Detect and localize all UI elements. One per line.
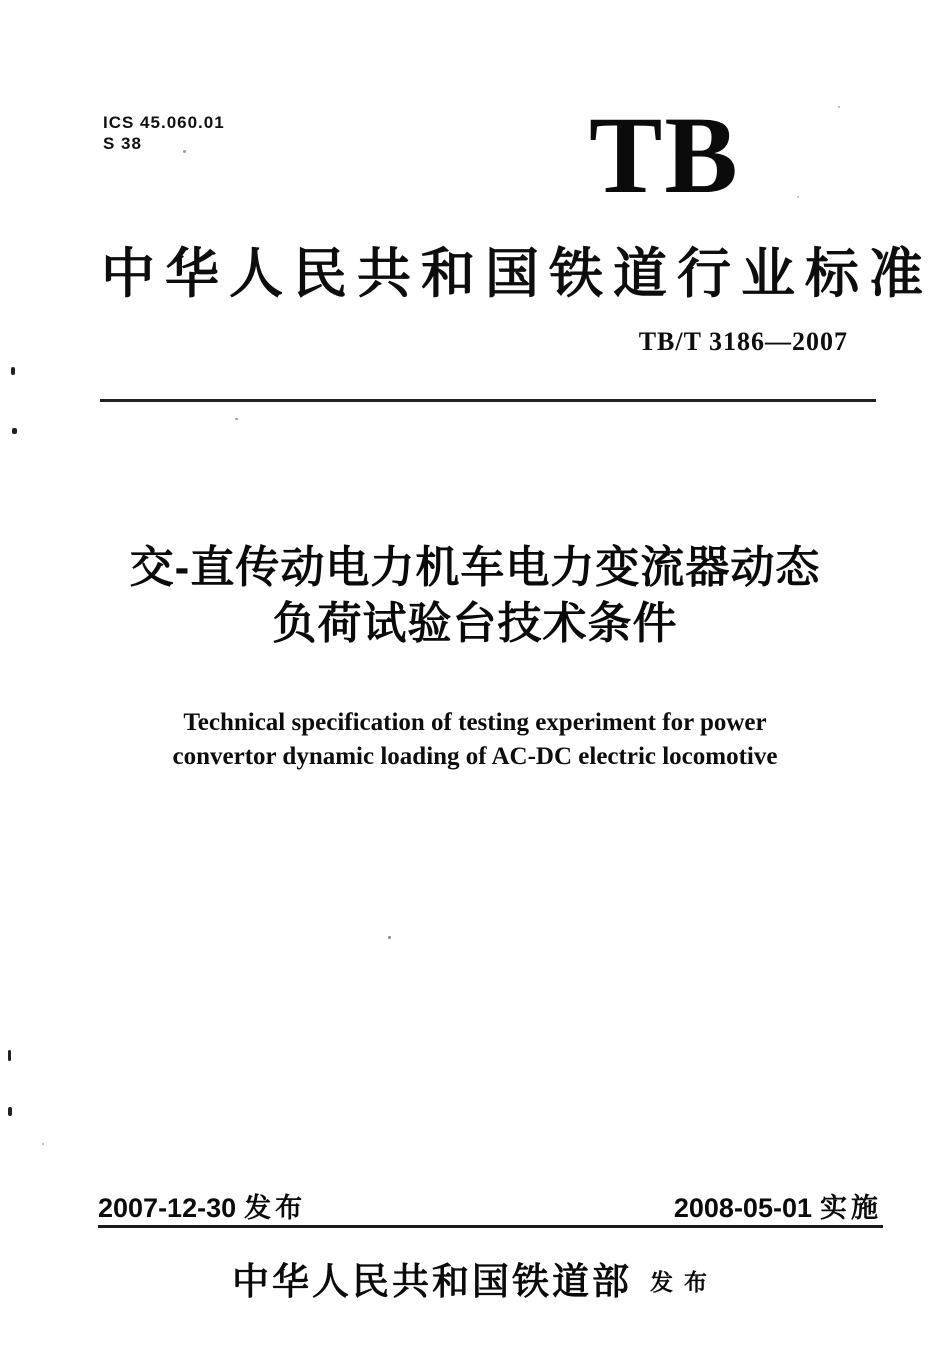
scan-artifact xyxy=(388,936,391,939)
document-title-english xyxy=(0,706,950,774)
classification-code: S 38 xyxy=(103,134,142,153)
issue-label: 发布 xyxy=(244,1193,307,1223)
standard-category-title: 中华人民共和国铁道行业标准 xyxy=(101,244,933,304)
implementation-label: 实施 xyxy=(820,1193,882,1223)
publisher-issued-label: 发布 xyxy=(650,1269,718,1295)
title-en-line2: convertor dynamic loading of AC-DC electric locomotive xyxy=(172,743,778,770)
title-en-line1: Technical specification of testing experiment for power xyxy=(183,709,767,736)
scan-artifact xyxy=(838,106,840,108)
scan-artifact xyxy=(8,1107,12,1116)
scan-artifact xyxy=(8,1050,11,1061)
scan-artifact xyxy=(12,428,17,434)
standard-number: TB/T 3186—2007 xyxy=(638,327,848,356)
scan-artifact xyxy=(42,1143,44,1145)
ics-codes xyxy=(103,112,225,154)
publisher-name: 中华人民共和国铁道部 xyxy=(232,1262,632,1303)
scan-artifact xyxy=(235,418,238,420)
scan-artifact xyxy=(183,150,186,153)
header-divider-line xyxy=(100,399,876,402)
title-cn-line2: 负荷试验台技术条件 xyxy=(272,599,678,648)
title-cn-line1: 交-直传动电力机车电力变流器动态 xyxy=(129,543,821,592)
dates-row xyxy=(98,1193,882,1223)
implementation-date: 2008-05-01 xyxy=(673,1193,812,1223)
publisher-row xyxy=(0,1251,950,1305)
issue-date: 2007-12-30 xyxy=(98,1193,237,1223)
issue-date-group xyxy=(98,1193,306,1223)
scan-artifact xyxy=(797,196,799,198)
ics-code: ICS 45.060.01 xyxy=(103,113,225,132)
footer-divider-line xyxy=(98,1225,883,1228)
document-title-chinese xyxy=(0,540,950,652)
scan-artifact xyxy=(11,367,15,375)
implementation-date-group xyxy=(674,1193,882,1223)
tb-standard-logo: TB xyxy=(589,94,740,216)
